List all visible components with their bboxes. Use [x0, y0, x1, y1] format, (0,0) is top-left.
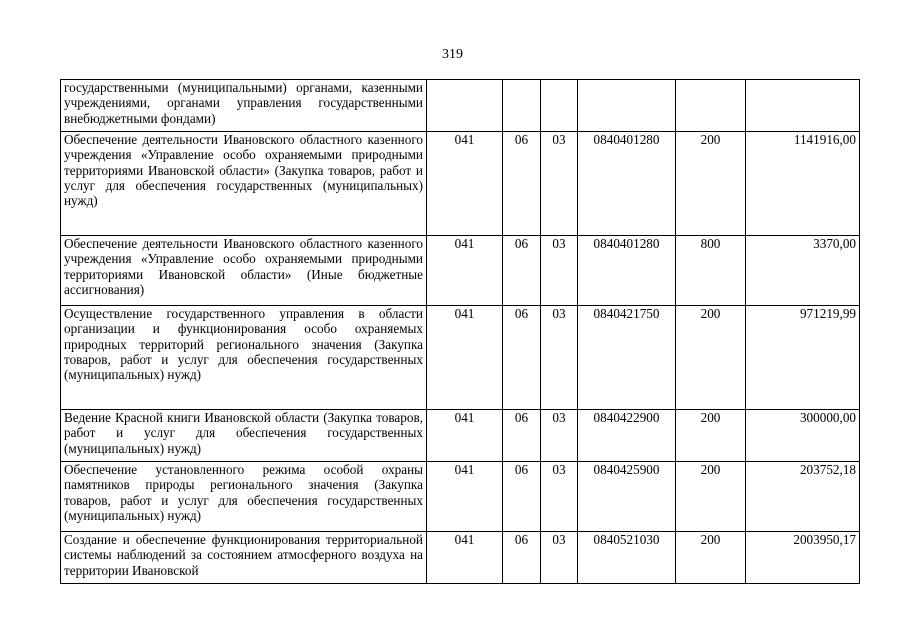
row-description: государственными (муниципальными) органами, казенными учреждениями, органами управления государственными внебюджетными фондами) [61, 80, 427, 132]
table-row [61, 462, 860, 532]
row-amount: 2003950,17 [746, 532, 860, 584]
row-amount: 1141916,00 [746, 132, 860, 236]
row-section-code: 06 [503, 306, 541, 410]
row-amount: 3370,00 [746, 236, 860, 306]
table-row [61, 306, 860, 410]
row-description: Обеспечение установленного режима особой охраны памятников природы регионального значения (Закупка товаров, работ и услуг для обеспечения государственных (муниципальных) нужд) [61, 462, 427, 532]
table-row [61, 236, 860, 306]
row-amount [746, 80, 860, 132]
row-amount: 203752,18 [746, 462, 860, 532]
row-description: Создание и обеспечение функционирования территориальной системы наблюдений за состоянием атмосферного воздуха на территории Ивановской [61, 532, 427, 584]
row-target-article-code: 0840421750 [578, 306, 676, 410]
row-section-code: 06 [503, 410, 541, 462]
row-subsection-code: 03 [541, 236, 578, 306]
table-row [61, 532, 860, 584]
row-department-code: 041 [427, 306, 503, 410]
row-section-code: 06 [503, 236, 541, 306]
table-row [61, 132, 860, 236]
row-expense-type-code: 200 [676, 532, 746, 584]
row-subsection-code: 03 [541, 306, 578, 410]
row-target-article-code: 0840401280 [578, 236, 676, 306]
row-subsection-code: 03 [541, 132, 578, 236]
row-section-code: 06 [503, 462, 541, 532]
row-target-article-code: 0840401280 [578, 132, 676, 236]
budget-table [60, 79, 860, 584]
row-target-article-code [578, 80, 676, 132]
row-expense-type-code: 200 [676, 132, 746, 236]
row-description: Осуществление государственного управления в области организации и функционирования особо охраняемых природных территорий регионального значения (Закупка товаров, работ и услуг для обеспечения государственных (муниципальных) нужд) [61, 306, 427, 410]
row-amount: 300000,00 [746, 410, 860, 462]
row-description: Обеспечение деятельности Ивановского областного казенного учреждения «Управление особо охраняемыми природными территориями Ивановской области» (Иные бюджетные ассигнования) [61, 236, 427, 306]
row-target-article-code: 0840521030 [578, 532, 676, 584]
row-subsection-code: 03 [541, 410, 578, 462]
row-expense-type-code: 200 [676, 462, 746, 532]
row-subsection-code: 03 [541, 462, 578, 532]
row-department-code: 041 [427, 132, 503, 236]
row-section-code: 06 [503, 132, 541, 236]
row-expense-type-code [676, 80, 746, 132]
row-department-code: 041 [427, 236, 503, 306]
row-subsection-code: 03 [541, 532, 578, 584]
row-section-code [503, 80, 541, 132]
row-department-code: 041 [427, 410, 503, 462]
row-department-code: 041 [427, 532, 503, 584]
row-expense-type-code: 800 [676, 236, 746, 306]
row-department-code: 041 [427, 462, 503, 532]
row-expense-type-code: 200 [676, 410, 746, 462]
row-expense-type-code: 200 [676, 306, 746, 410]
table-row [61, 410, 860, 462]
row-department-code [427, 80, 503, 132]
table-row [61, 80, 860, 132]
row-amount: 971219,99 [746, 306, 860, 410]
row-description: Обеспечение деятельности Ивановского областного казенного учреждения «Управление особо охраняемыми природными территориями Ивановской области» (Закупка товаров, работ и услуг для обеспечения государственных (муниципальных) нужд) [61, 132, 427, 236]
page-number: 319 [442, 47, 463, 62]
row-section-code: 06 [503, 532, 541, 584]
row-subsection-code [541, 80, 578, 132]
row-description: Ведение Красной книги Ивановской области (Закупка товаров, работ и услуг для обеспечения государственных (муниципальных) нужд) [61, 410, 427, 462]
row-target-article-code: 0840422900 [578, 410, 676, 462]
row-target-article-code: 0840425900 [578, 462, 676, 532]
